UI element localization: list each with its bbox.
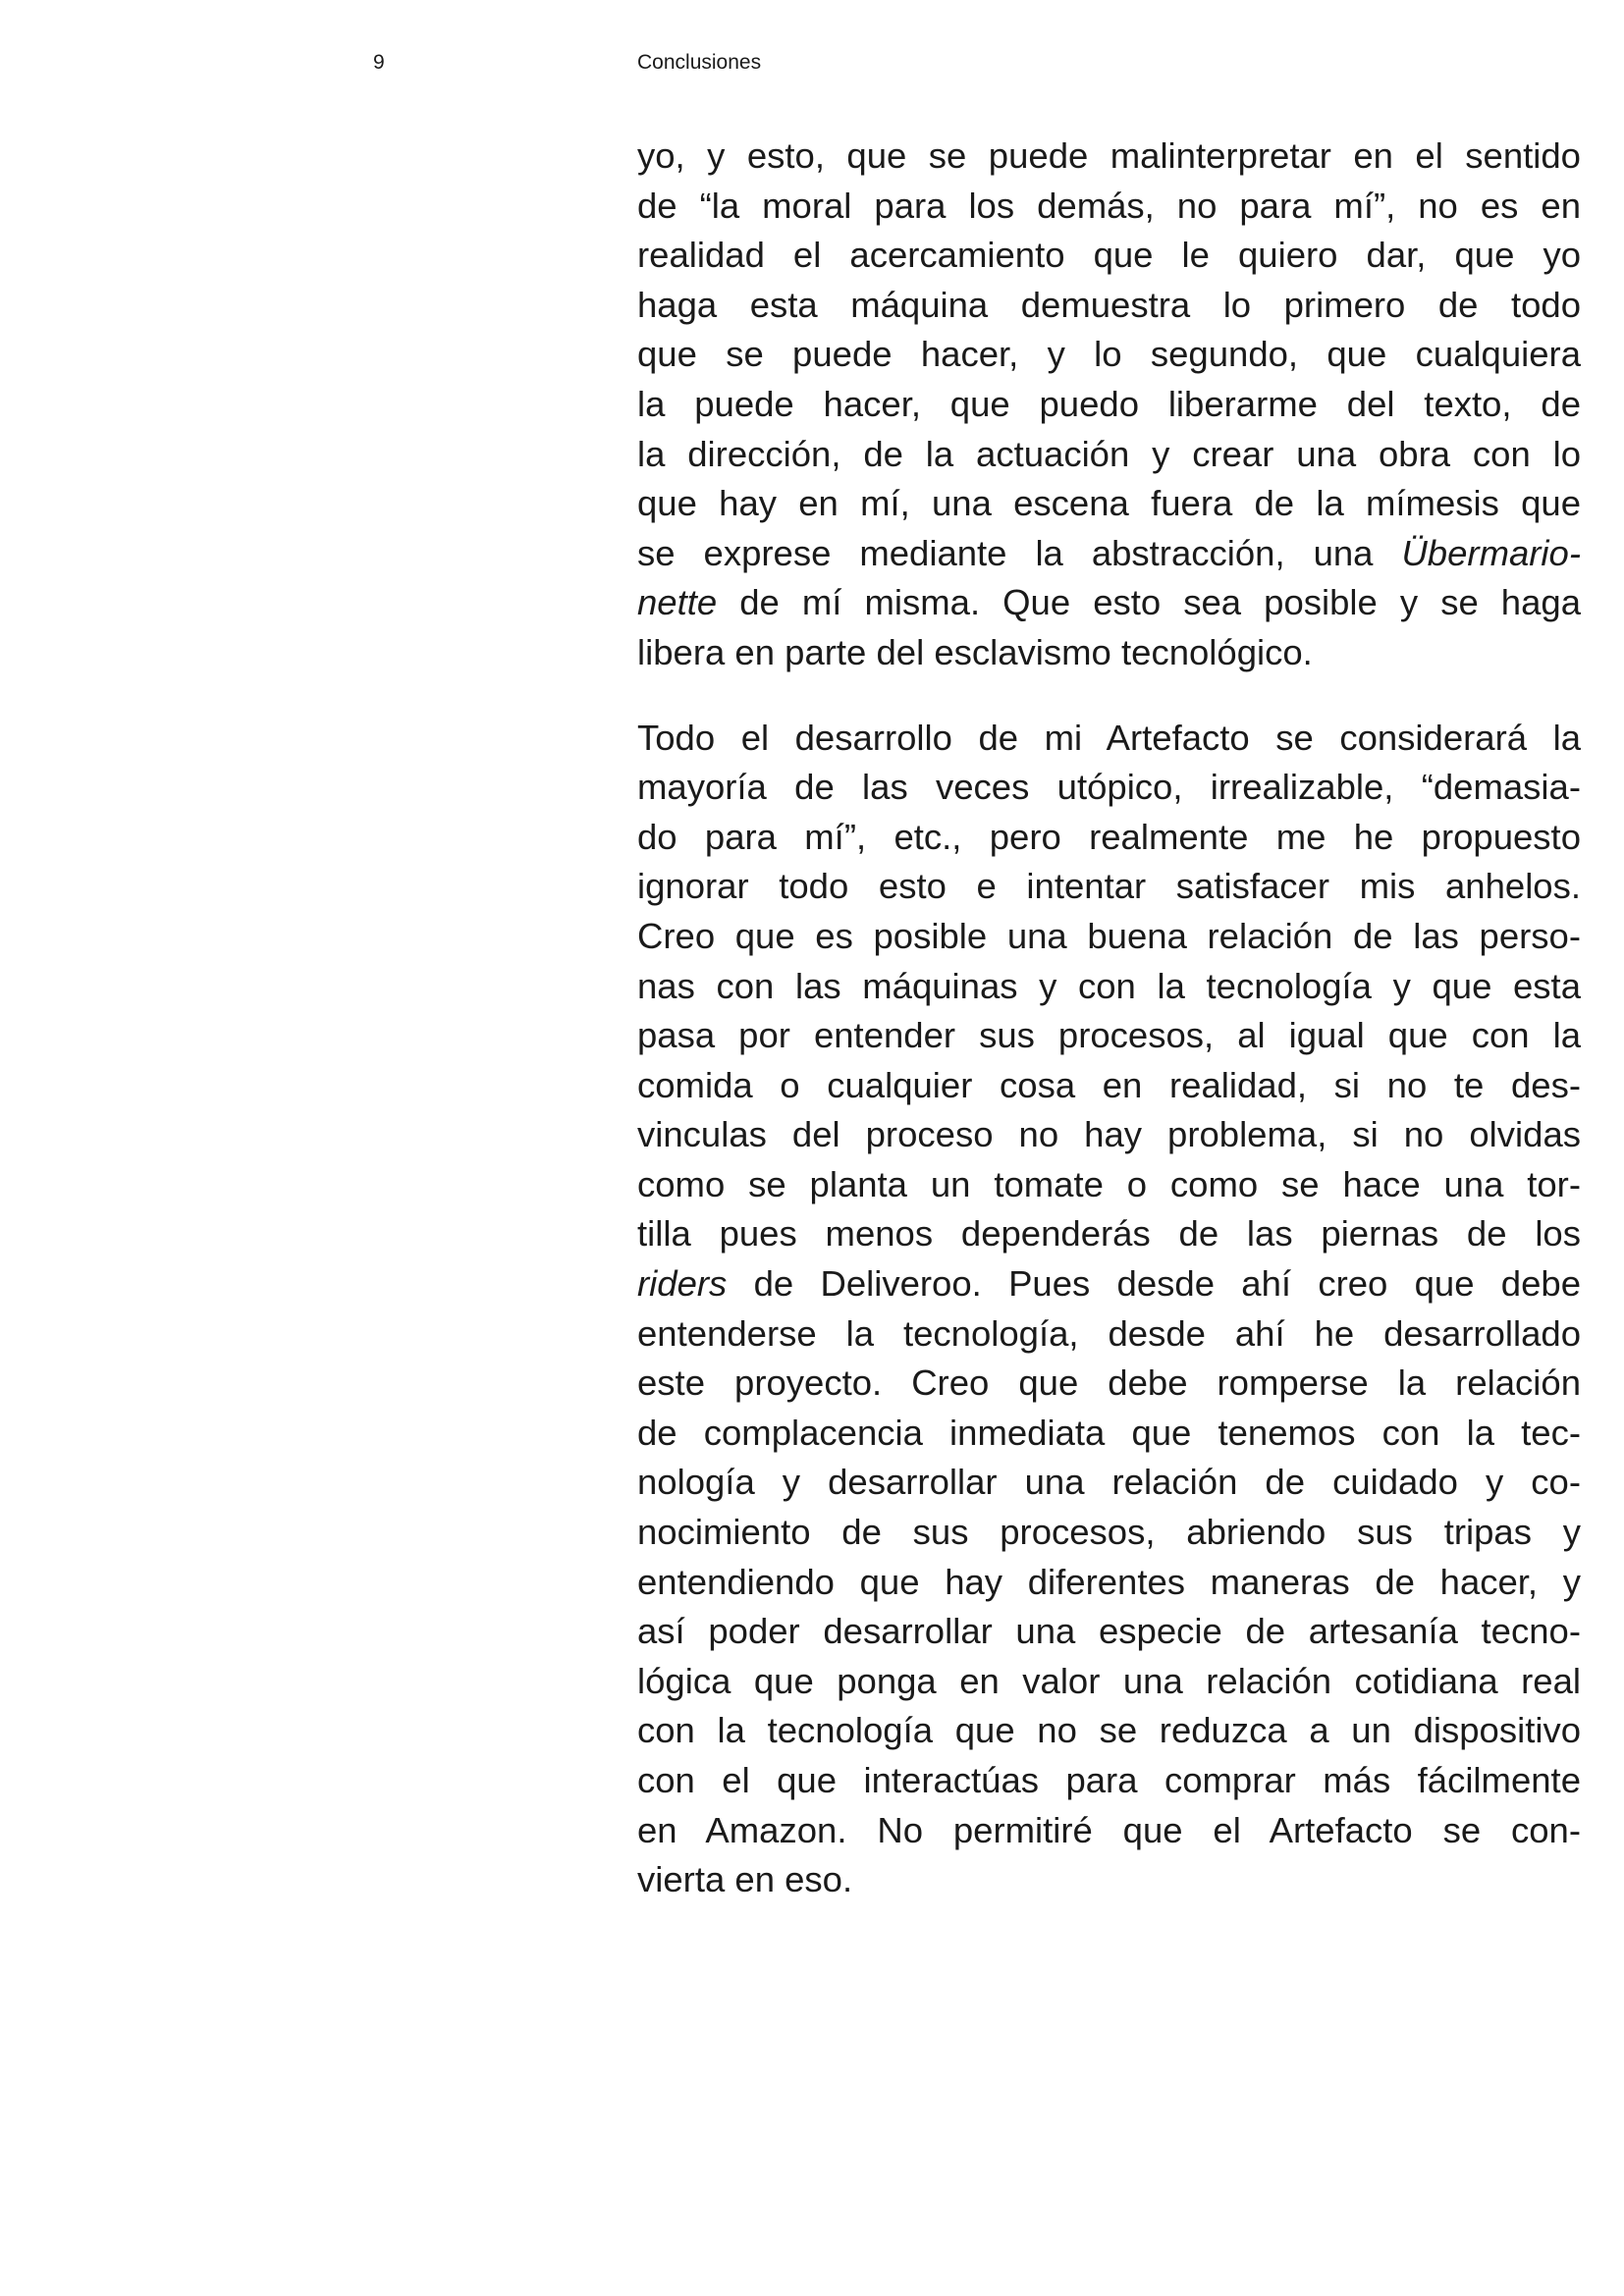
text-segment: entendiendo que hay diferentes maneras de hacer, y (637, 1561, 1581, 1602)
text-line (637, 479, 1581, 529)
text-segment: ignorar todo esto e intentar satisfacer mis anhelos. (637, 866, 1581, 907)
text-line (637, 1409, 1581, 1459)
text-segment: como se planta un tomate o como se hace una tor- (637, 1163, 1581, 1204)
text-segment: en Amazon. No permitiré que el Artefacto se con- (637, 1809, 1581, 1850)
italic-text: nette (637, 582, 718, 623)
text-segment: de Deliveroo. Pues desde ahí creo que debe (727, 1263, 1581, 1305)
text-line (637, 578, 1581, 628)
text-segment: comida o cualquier cosa en realidad, si no te des- (637, 1064, 1581, 1105)
text-segment: entenderse la tecnología, desde ahí he desarrollado (637, 1312, 1581, 1354)
text-segment: de complacencia inmediata que tenemos con la tec- (637, 1412, 1581, 1453)
text-line (637, 132, 1581, 182)
text-line (637, 281, 1581, 331)
text-line (637, 714, 1581, 764)
text-segment: la dirección, de la actuación y crear una obra con lo (637, 433, 1581, 474)
text-line (637, 813, 1581, 863)
text-line (637, 1706, 1581, 1756)
text-segment: así poder desarrollar una especie de artesanía tecno- (637, 1611, 1581, 1652)
text-line (637, 912, 1581, 962)
text-segment: yo, y esto, que se puede malinterpretar en el sentido (637, 135, 1581, 176)
text-line (637, 1508, 1581, 1558)
paragraph (637, 714, 1581, 1905)
text-line (637, 380, 1581, 430)
text-segment: nas con las máquinas y con la tecnología y que esta (637, 965, 1581, 1006)
text-line (637, 430, 1581, 480)
text-line (637, 1309, 1581, 1360)
text-line (637, 1061, 1581, 1111)
text-line (637, 182, 1581, 232)
text-segment: Creo que es posible una buena relación de las perso- (637, 915, 1581, 956)
text-segment: con el que interactúas para comprar más fácilmente (637, 1760, 1581, 1800)
text-line (637, 628, 1581, 678)
text-line (637, 1607, 1581, 1657)
text-line (637, 1359, 1581, 1409)
text-line (637, 962, 1581, 1012)
italic-text: Übermario- (1401, 532, 1581, 573)
text-segment: Todo el desarrollo de mi Artefacto se considerará la (637, 717, 1581, 758)
text-line (637, 1209, 1581, 1259)
text-segment: con la tecnología que no se reduzca a un dispositivo (637, 1710, 1581, 1751)
text-line (637, 1855, 1581, 1905)
text-line (637, 1558, 1581, 1608)
text-segment: de “la moral para los demás, no para mí”, no es en (637, 185, 1581, 226)
text-line (637, 862, 1581, 912)
text-segment: libera en parte del esclavismo tecnológico. (637, 631, 1313, 672)
page-number: 9 (373, 51, 385, 74)
text-line (637, 1756, 1581, 1806)
text-line (637, 529, 1581, 579)
text-line (637, 330, 1581, 380)
paragraph (637, 132, 1581, 678)
text-line (637, 1011, 1581, 1061)
text-line (637, 1160, 1581, 1210)
text-line (637, 1259, 1581, 1309)
text-segment: se exprese mediante la abstracción, una (637, 532, 1402, 573)
text-segment: de mí misma. Que esto sea posible y se haga (717, 582, 1581, 623)
text-segment: nocimiento de sus procesos, abriendo sus tripas y (637, 1512, 1581, 1553)
text-line (637, 1110, 1581, 1160)
text-segment: realidad el acercamiento que le quiero dar, que yo (637, 235, 1581, 276)
text-segment: nología y desarrollar una relación de cuidado y co- (637, 1462, 1581, 1503)
text-segment: este proyecto. Creo que debe romperse la relación (637, 1362, 1581, 1404)
text-line (637, 1458, 1581, 1508)
text-segment: tilla pues menos dependerás de las piernas de los (637, 1213, 1581, 1255)
text-segment: do para mí”, etc., pero realmente me he propuesto (637, 816, 1581, 857)
text-line (637, 763, 1581, 813)
text-segment: haga esta máquina demuestra lo primero de todo (637, 284, 1581, 325)
text-segment: que hay en mí, una escena fuera de la mímesis que (637, 483, 1581, 524)
italic-text: riders (637, 1263, 728, 1305)
section-title: Conclusiones (637, 51, 762, 74)
text-segment: vierta en eso. (637, 1859, 853, 1900)
text-segment: que se puede hacer, y lo segundo, que cualquiera (637, 334, 1581, 375)
text-segment: pasa por entender sus procesos, al igual que con la (637, 1015, 1581, 1056)
text-line (637, 1806, 1581, 1856)
text-segment: vinculas del proceso no hay problema, si no olvidas (637, 1114, 1581, 1155)
text-segment: lógica que ponga en valor una relación cotidiana real (637, 1660, 1581, 1701)
text-segment: mayoría de las veces utópico, irrealizable, “demasia- (637, 767, 1581, 808)
text-line (637, 1657, 1581, 1707)
text-line (637, 231, 1581, 281)
body-text (637, 132, 1581, 1941)
text-segment: la puede hacer, que puedo liberarme del texto, de (637, 383, 1581, 424)
